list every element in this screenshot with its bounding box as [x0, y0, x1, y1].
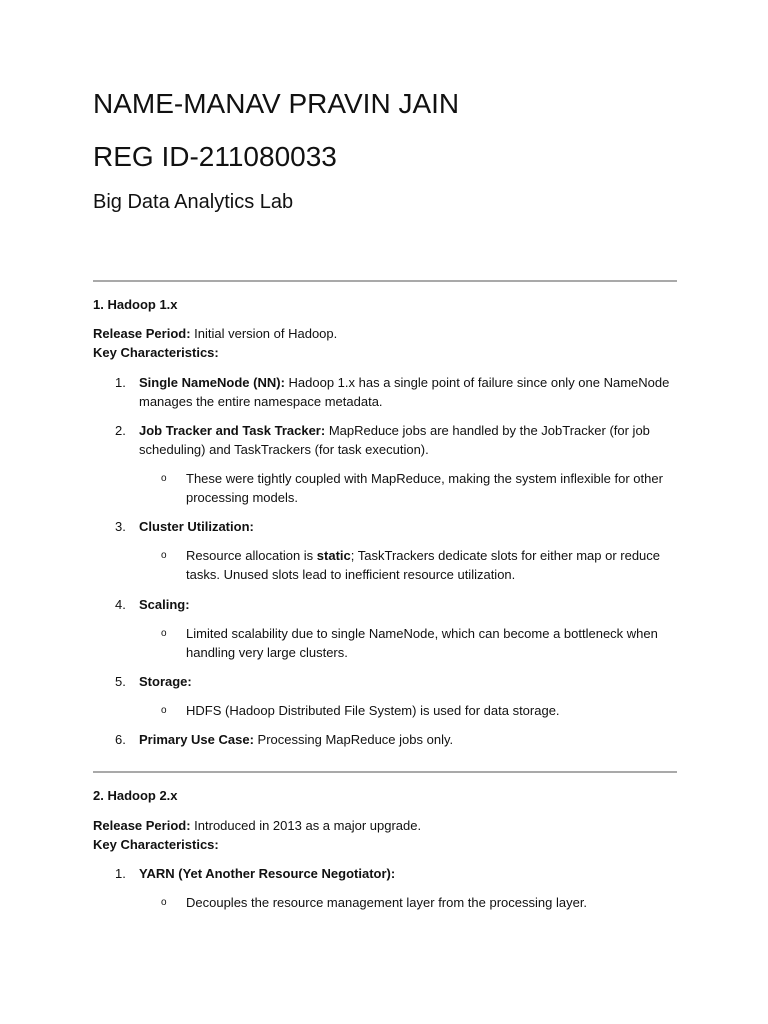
- list-text: [139, 595, 679, 614]
- list-text: [139, 672, 679, 691]
- bullet-marker: o: [161, 473, 167, 484]
- bullet-text: These were tightly coupled with MapReduce, making the system inflexible for other processing models.: [186, 471, 663, 505]
- list-item-body: MapReduce jobs are handled by the JobTracker (for job scheduling) and TaskTrackers (for task execution).: [139, 423, 650, 457]
- divider-1: [93, 280, 677, 282]
- release-label: Release Period:: [93, 326, 191, 341]
- bullet-marker: o: [161, 550, 167, 561]
- list-number: 1.: [115, 375, 126, 390]
- bullet-text: Decouples the resource management layer from the processing layer.: [186, 895, 588, 910]
- bullet-text-post: ; TaskTrackers dedicate slots for either map or reduce tasks. Unused slots lead to inefficient resource utilization.: [186, 548, 661, 582]
- bullet-text: HDFS (Hadoop Distributed File System) is used for data storage.: [186, 703, 560, 718]
- section-1-title: 1. Hadoop 1.x: [93, 297, 178, 312]
- section-1-release: [93, 324, 337, 343]
- list-item-bold: Job Tracker and Task Tracker:: [139, 423, 326, 438]
- list-item-bold: Storage:: [139, 674, 192, 689]
- course-title: Big Data Analytics Lab: [93, 191, 294, 213]
- bullet-text-bold: static: [316, 548, 351, 563]
- bullet-text: [186, 546, 681, 584]
- section-2-title: 2. Hadoop 2.x: [93, 788, 178, 803]
- list-text: [139, 421, 679, 459]
- list-text: [139, 730, 679, 749]
- list-text: [139, 373, 679, 411]
- list-number: 4.: [115, 597, 126, 612]
- list-number: 6.: [115, 732, 126, 747]
- section-1-key-label: [93, 343, 219, 362]
- list-item-body: Hadoop 1.x has a single point of failure since only one NameNode manages the entire namespace metadata.: [139, 375, 670, 409]
- release-text: Introduced in 2013 as a major upgrade.: [190, 818, 422, 833]
- list-item-bold: YARN (Yet Another Resource Negotiator):: [139, 866, 396, 881]
- key-characteristics-label: Key Characteristics:: [93, 345, 219, 360]
- list-item-bold: Scaling:: [139, 597, 190, 612]
- bullet-marker: o: [161, 897, 167, 908]
- name-heading: NAME-MANAV PRAVIN JAIN: [93, 88, 460, 119]
- list-item-bold: Primary Use Case:: [139, 732, 254, 747]
- release-label: Release Period:: [93, 818, 191, 833]
- bullet-text: Limited scalability due to single NameNode, which can become a bottleneck when handling very large clusters.: [186, 626, 658, 660]
- list-item-bold: Cluster Utilization:: [139, 519, 254, 534]
- section-2-key-label: [93, 835, 219, 854]
- reg-id-heading: REG ID-211080033: [93, 141, 337, 172]
- list-text: [139, 864, 679, 883]
- release-text: Initial version of Hadoop.: [190, 326, 338, 341]
- list-item-bold: Single NameNode (NN):: [139, 375, 285, 390]
- bullet-marker: o: [161, 628, 167, 639]
- bullet-text-pre: Resource allocation is: [186, 548, 317, 563]
- list-text: [139, 517, 679, 536]
- section-2-release: [93, 816, 421, 835]
- divider-2: [93, 771, 677, 773]
- list-number: 5.: [115, 674, 126, 689]
- list-number: 1.: [115, 866, 126, 881]
- list-number: 3.: [115, 519, 126, 534]
- key-characteristics-label: Key Characteristics:: [93, 837, 219, 852]
- list-number: 2.: [115, 423, 126, 438]
- list-item-body: Processing MapReduce jobs only.: [253, 732, 454, 747]
- bullet-marker: o: [161, 705, 167, 716]
